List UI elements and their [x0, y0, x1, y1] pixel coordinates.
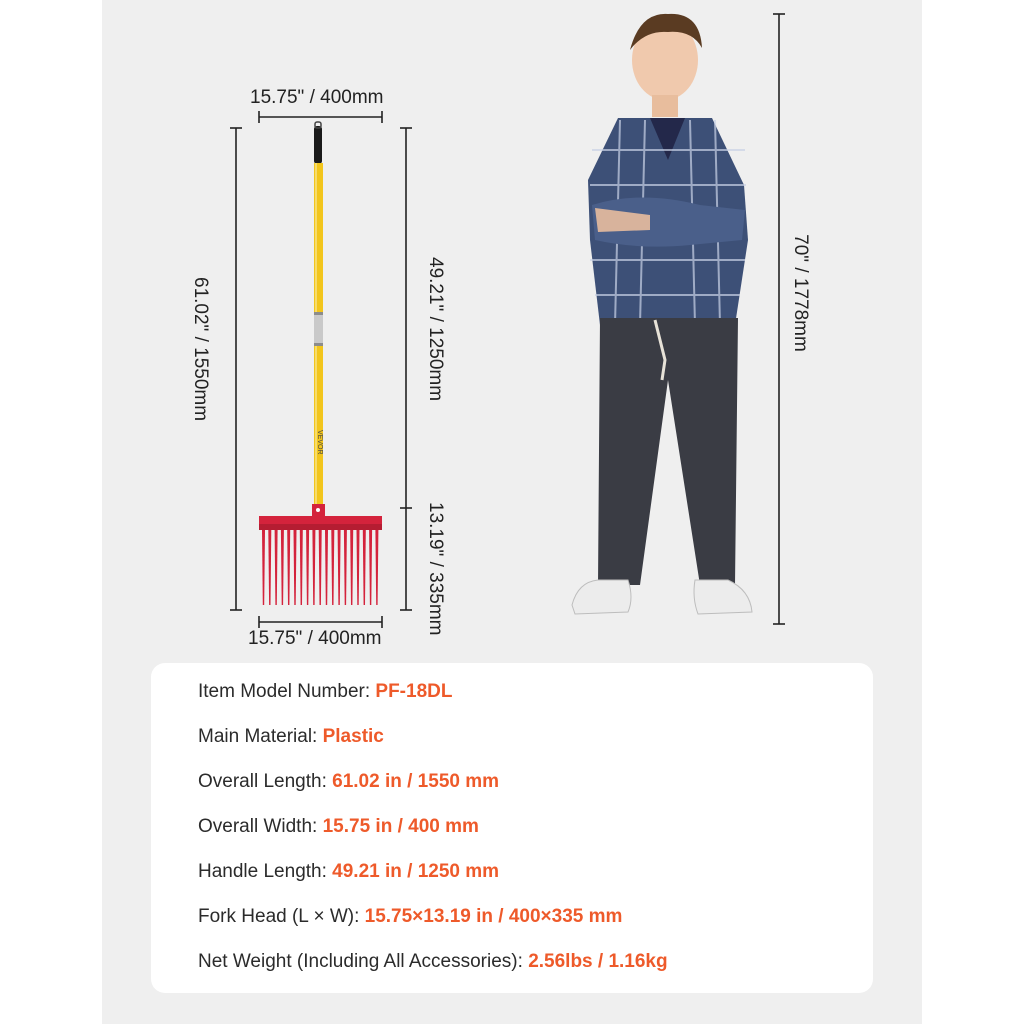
fork-tine [300, 530, 303, 605]
fork-tine [369, 530, 372, 605]
svg-text:VEVOR: VEVOR [316, 430, 323, 455]
model-person-illustration [572, 14, 752, 614]
fork-tine [357, 530, 360, 605]
spec-handle-length [198, 861, 499, 883]
pitchfork-illustration [259, 122, 382, 605]
fork-tine [338, 530, 341, 605]
spec-fork-head [198, 906, 622, 928]
spec-overall-length [198, 771, 499, 793]
spec-label: Overall Length: [198, 771, 333, 792]
fork-tine [375, 530, 378, 605]
overall-length-label: 61.02" / 1550mm [190, 277, 211, 422]
spec-label: Fork Head (L × W): [198, 906, 365, 927]
fork-width-top-label: 15.75" / 400mm [250, 87, 384, 108]
fork-tine [344, 530, 347, 605]
spec-label: Handle Length: [198, 861, 333, 882]
spec-label: Overall Width: [198, 816, 323, 837]
fork-tine [312, 530, 315, 605]
spec-value: 2.56lbs / 1.16kg [528, 951, 668, 972]
fork-tine [268, 530, 271, 605]
spec-material [198, 726, 384, 748]
fork-tine [294, 530, 297, 605]
spec-value: Plastic [322, 726, 384, 747]
spec-net-weight [198, 951, 668, 973]
spec-value: 15.75 in / 400 mm [322, 816, 479, 837]
spec-label: Net Weight (Including All Accessories): [198, 951, 529, 972]
fork-tine [331, 530, 334, 605]
spec-value: 49.21 in / 1250 mm [332, 861, 500, 882]
head-length-label: 13.19" / 335mm [425, 502, 446, 636]
spec-value: PF-18DL [375, 681, 453, 702]
fork-tine [275, 530, 278, 605]
spec-overall-width [198, 816, 479, 838]
specifications-card [151, 663, 873, 993]
fork-tine [363, 530, 366, 605]
spec-value: 15.75×13.19 in / 400×335 mm [364, 906, 623, 927]
fork-tine [325, 530, 328, 605]
fork-tine [350, 530, 353, 605]
fork-tine [319, 530, 322, 605]
spec-model-number [198, 681, 452, 703]
fork-tine [287, 530, 290, 605]
fork-tine [262, 530, 265, 605]
fork-tine [306, 530, 309, 605]
fork-width-bottom-label: 15.75" / 400mm [248, 628, 382, 649]
fork-tine [281, 530, 284, 605]
handle-length-label: 49.21" / 1250mm [425, 257, 446, 402]
person-height-label: 70" / 1778mm [790, 234, 811, 352]
spec-value: 61.02 in / 1550 mm [332, 771, 500, 792]
spec-label: Item Model Number: [198, 681, 376, 702]
spec-label: Main Material: [198, 726, 323, 747]
